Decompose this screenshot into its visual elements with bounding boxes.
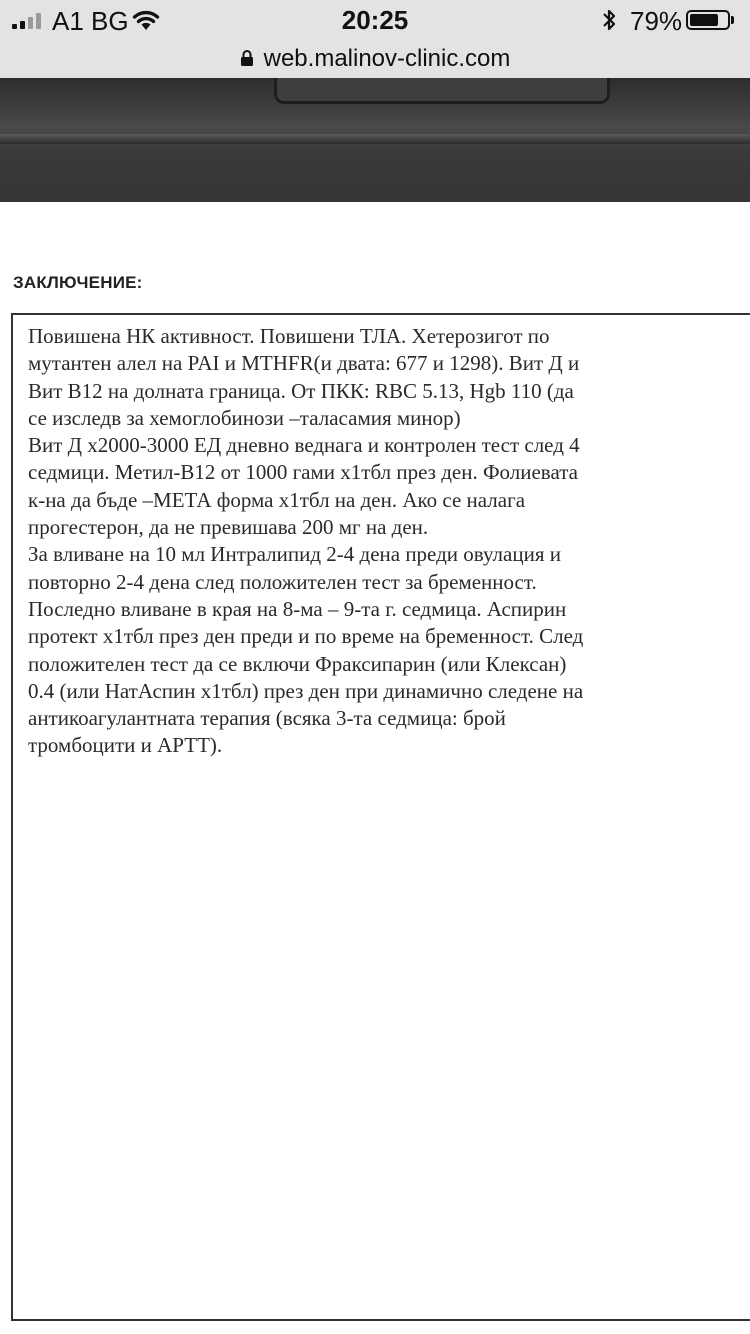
- lock-icon: [240, 49, 254, 67]
- page-header-banner: [0, 78, 750, 202]
- text-line: к-на да бъде –МЕТА форма х1тбл на ден. Ако се налага: [28, 487, 526, 512]
- header-tab: [274, 78, 610, 104]
- text-line: седмици. Метил-В12 от 1000 гами х1тбл през ден. Фолиевата: [28, 460, 578, 485]
- text-line: протект х1тбл през ден преди и по време на бременност. След: [28, 624, 584, 649]
- text-line: Повишена НК активност. Повишени ТЛА. Хетерозигот по: [28, 324, 550, 348]
- carrier-name: A1 BG: [52, 6, 129, 36]
- text-line: се изследв за хемоглобинози –таласамия минор): [28, 405, 461, 430]
- text-line: мутантен алел на PAI и MTHFR(и двата: 677 и 1298). Вит Д и: [28, 351, 580, 376]
- section-heading: ЗАКЛЮЧЕНИЕ:: [13, 273, 143, 292]
- status-bar: [0, 0, 750, 40]
- text-line: повторно 2-4 дена след положителен тест за бременност.: [28, 569, 537, 594]
- battery-percent: 79%: [630, 6, 683, 36]
- text-line: Вит Д х2000-3000 ЕД дневно веднага и контролен тест след 4: [28, 433, 580, 458]
- text-line: Вит В12 на долната граница. От ПКК: RBC 5.13, Hgb 110 (да: [28, 378, 574, 403]
- header-band: [0, 134, 750, 144]
- text-line: прогестерон, да не превишава 200 мг на ден.: [28, 515, 429, 540]
- text-line: За вливане на 10 мл Интралипид 2-4 дена преди овулация и: [28, 542, 561, 567]
- text-line: 0.4 (или НатАспин х1тбл) през ден при динамично следене на: [28, 678, 584, 703]
- conclusion-text: [28, 323, 738, 760]
- url-text[interactable]: web.malinov-clinic.com: [263, 45, 511, 72]
- address-bar[interactable]: [0, 40, 750, 78]
- battery-fill: [690, 14, 718, 26]
- text-line: Последно вливане в края на 8-ма – 9-та г. седмица. Аспирин: [28, 596, 567, 621]
- text-line: антикоагулантната терапия (всяка 3-та седмица: брой: [28, 706, 506, 731]
- battery-cap: [731, 16, 734, 24]
- text-line: положителен тест да се включи Фраксипарин (или Клексан): [28, 651, 567, 676]
- bluetooth-icon: [601, 8, 617, 32]
- battery-icon: [686, 10, 730, 30]
- status-time: 20:25: [341, 5, 409, 35]
- text-line: тромбоцити и АРТТ).: [28, 733, 223, 758]
